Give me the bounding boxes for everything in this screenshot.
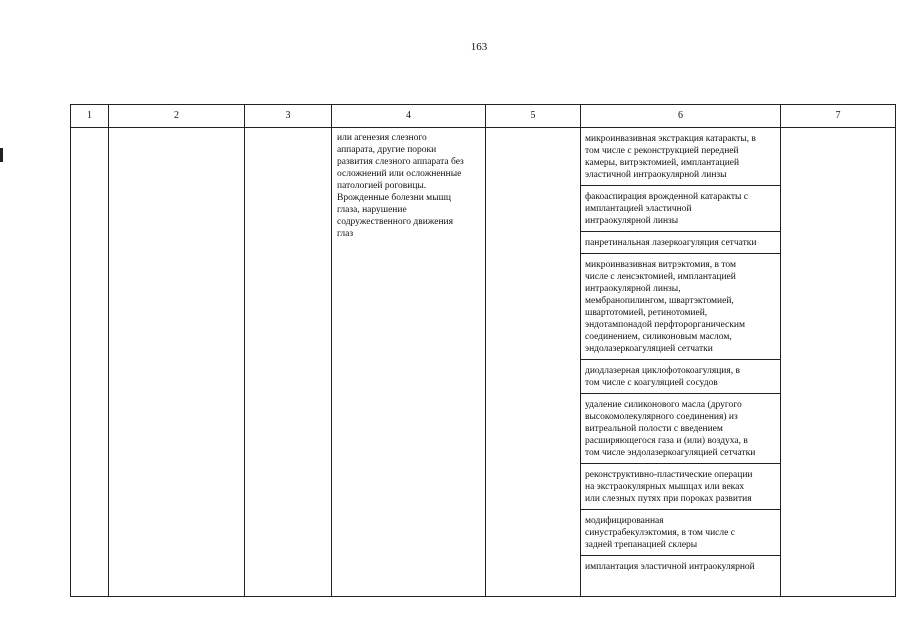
- procedure-item: панретинальная лазеркоагуляция сетчатки: [581, 232, 780, 254]
- procedure-item: микроинвазивная витрэктомия, в том числе с ленсэктомией, имплантацией интраокулярной линзы, мембранопилингом, швартэктомией, швартотомией, ретинотомией, эндотампонадой перфторорганическим соединением, силиконовым маслом, эндолазеркоагуляцией сетчатки: [581, 254, 780, 360]
- procedure-item: реконструктивно-пластические операции на экстраокулярных мышцах или веках или слезных путях при пороках развития: [581, 464, 780, 510]
- page-number: 163: [470, 41, 488, 53]
- header-row: [71, 105, 896, 128]
- header-col-6: 6: [581, 105, 781, 128]
- procedure-item: удаление силиконового масла (другого высокомолекулярного соединения) из витреальной полости с введением расширяющегося газа и (или) воздуха, в том числе эндолазеркоагуляцией сетчатки: [581, 394, 780, 464]
- header-col-3: 3: [245, 105, 332, 128]
- cell-col-4: [332, 128, 486, 597]
- header-col-5: 5: [486, 105, 581, 128]
- procedure-item: модифицированная синустрабекулэктомия, в том числе с задней трепанацией склеры: [581, 510, 780, 556]
- cell-col-3-text: [245, 128, 331, 134]
- cell-col-5-text: [486, 128, 580, 134]
- cell-col-7-text: [781, 128, 895, 134]
- cell-col-6: [581, 128, 781, 597]
- procedure-item: микроинвазивная экстракция катаракты, в том числе с реконструкцией передней камеры, витрэктомией, имплантацией эластичной интраокулярной линзы: [581, 128, 780, 186]
- table-row: [71, 128, 896, 597]
- cell-col-1: [71, 128, 109, 597]
- procedures-table: [70, 104, 896, 597]
- margin-mark: [0, 148, 3, 162]
- header-col-4: 4: [332, 105, 486, 128]
- cell-col-2-text: [109, 128, 244, 134]
- cell-col-5: [486, 128, 581, 597]
- procedure-list: [581, 128, 780, 596]
- header-col-2: 2: [109, 105, 245, 128]
- cell-col-2: [109, 128, 245, 597]
- header-col-7: 7: [781, 105, 896, 128]
- procedure-item: диодлазерная циклофотокоагуляция, в том числе с коагуляцией сосудов: [581, 360, 780, 394]
- disease-description: или агенезия слезного аппарата, другие пороки развития слезного аппарата без осложнений или осложненные патологией роговицы. Врожденные болезни мышц глаза, нарушение содружественного движения глаз: [337, 133, 464, 239]
- procedure-item: факоаспирация врожденной катаракты с имплантацией эластичной интраокулярной линзы: [581, 186, 780, 232]
- cell-col-3: [245, 128, 332, 597]
- header-col-1: 1: [71, 105, 109, 128]
- cell-col-7: [781, 128, 896, 597]
- procedure-item: имплантация эластичной интраокулярной: [585, 562, 755, 572]
- cell-col-1-text: [71, 128, 108, 134]
